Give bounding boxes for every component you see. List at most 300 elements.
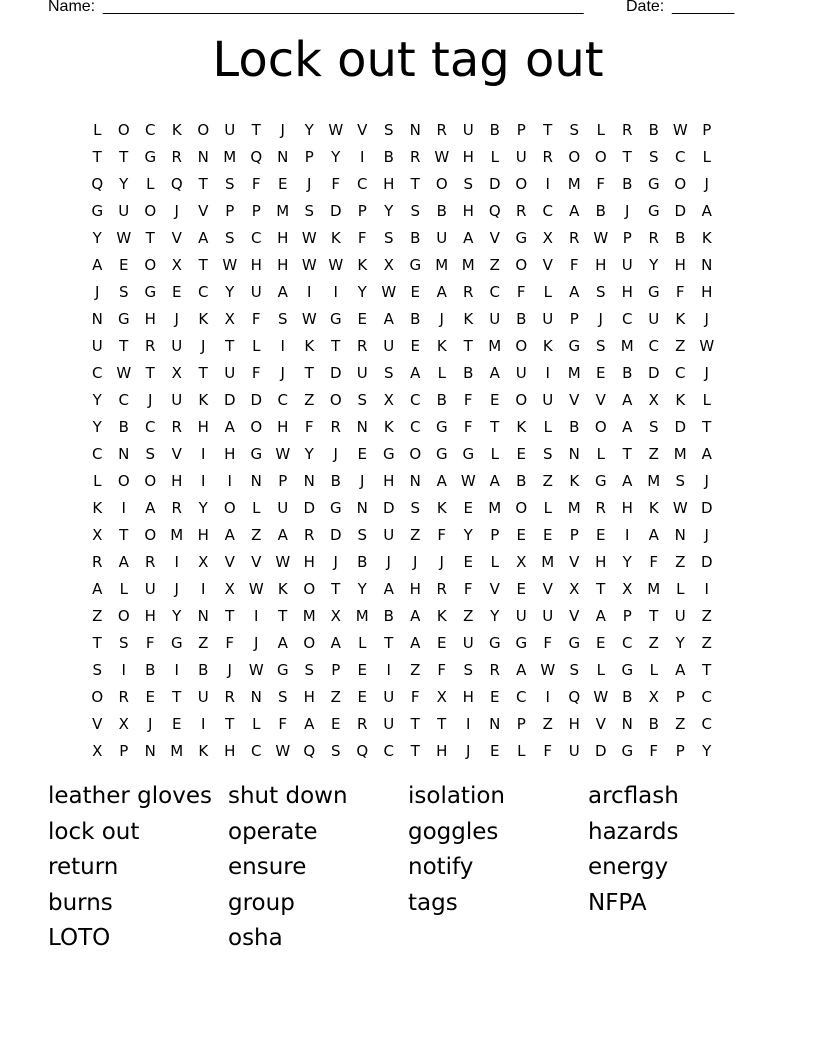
grid-letter: A	[675, 660, 686, 679]
grid-letter: G	[568, 336, 581, 355]
grid-letter: A	[489, 471, 500, 490]
grid-letter: T	[145, 228, 155, 247]
grid-letter: E	[543, 525, 553, 544]
grid-letter: J	[148, 714, 153, 733]
grid-letter: S	[569, 660, 580, 679]
grid-letter: J	[201, 336, 206, 355]
grid-letter: B	[463, 363, 474, 382]
grid-row	[84, 602, 734, 629]
grid-letter: S	[304, 201, 315, 220]
grid-row	[84, 116, 734, 143]
grid-letter: P	[622, 228, 632, 247]
grid-letter: M	[567, 174, 581, 193]
grid-letter: A	[463, 228, 474, 247]
grid-letter: E	[278, 174, 288, 193]
grid-letter: K	[330, 228, 341, 247]
grid-letter: E	[463, 498, 473, 517]
name-field-line[interactable]: ______________________________________________________	[103, 0, 584, 15]
grid-letter: H	[621, 498, 633, 517]
grid-letter: S	[357, 390, 368, 409]
grid-letter: L	[702, 147, 711, 166]
grid-letter: R	[436, 120, 447, 139]
word-list-item: burns	[48, 889, 113, 916]
grid-letter: W	[301, 255, 317, 274]
grid-letter: G	[621, 660, 634, 679]
grid-letter: Y	[92, 417, 102, 436]
grid-letter: W	[116, 363, 132, 382]
grid-row	[84, 710, 734, 737]
grid-letter: A	[516, 660, 527, 679]
name-label: Name:	[48, 0, 96, 15]
word-list-item: tags	[408, 889, 458, 916]
grid-letter: T	[410, 741, 420, 760]
grid-letter: C	[542, 201, 553, 220]
grid-letter: E	[516, 579, 526, 598]
grid-letter: C	[145, 417, 156, 436]
grid-letter: Z	[463, 606, 474, 625]
grid-letter: L	[543, 282, 552, 301]
grid-letter: L	[93, 120, 102, 139]
grid-letter: V	[251, 552, 262, 571]
grid-letter: F	[437, 660, 447, 679]
grid-letter: R	[410, 147, 421, 166]
grid-letter: M	[647, 471, 661, 490]
grid-letter: D	[329, 525, 342, 544]
grid-letter: B	[330, 471, 341, 490]
grid-letter: Y	[172, 606, 182, 625]
grid-letter: M	[620, 336, 634, 355]
grid-letter: W	[699, 336, 715, 355]
grid-letter: V	[542, 255, 553, 274]
grid-letter: O	[515, 336, 528, 355]
grid-letter: E	[596, 633, 606, 652]
grid-letter: K	[648, 498, 659, 517]
grid-letter: S	[675, 471, 686, 490]
grid-letter: X	[648, 687, 659, 706]
grid-letter: Y	[622, 552, 632, 571]
grid-letter: D	[674, 417, 687, 436]
grid-letter: E	[357, 687, 367, 706]
grid-letter: S	[595, 282, 606, 301]
grid-letter: Z	[198, 633, 209, 652]
grid-letter: I	[545, 687, 550, 706]
grid-letter: E	[145, 687, 155, 706]
grid-letter: V	[489, 228, 500, 247]
grid-letter: U	[489, 309, 501, 328]
grid-letter: R	[516, 201, 527, 220]
grid-letter: P	[516, 714, 526, 733]
grid-letter: R	[171, 147, 182, 166]
word-list-item: lock out	[48, 818, 140, 845]
grid-letter: H	[250, 255, 262, 274]
grid-letter: L	[517, 741, 526, 760]
grid-letter: T	[702, 660, 712, 679]
word-list-item: goggles	[408, 818, 499, 845]
grid-letter: H	[197, 525, 209, 544]
grid-letter: T	[622, 147, 632, 166]
grid-letter: A	[224, 525, 235, 544]
grid-letter: Z	[410, 660, 421, 679]
grid-letter: W	[248, 660, 264, 679]
grid-letter: H	[701, 282, 713, 301]
grid-letter: T	[410, 174, 420, 193]
grid-letter: E	[516, 525, 526, 544]
grid-letter: S	[410, 498, 421, 517]
grid-letter: Q	[170, 174, 183, 193]
grid-letter: V	[569, 606, 580, 625]
grid-letter: X	[383, 390, 394, 409]
grid-letter: R	[145, 336, 156, 355]
grid-letter: N	[303, 471, 315, 490]
grid-letter: A	[277, 633, 288, 652]
grid-letter: T	[198, 255, 208, 274]
grid-letter: T	[331, 579, 341, 598]
grid-letter: M	[355, 606, 369, 625]
grid-letter: U	[383, 525, 395, 544]
grid-letter: S	[330, 741, 341, 760]
grid-letter: F	[463, 579, 473, 598]
grid-letter: V	[224, 552, 235, 571]
grid-letter: N	[701, 255, 713, 274]
grid-letter: J	[148, 390, 153, 409]
grid-letter: I	[254, 606, 259, 625]
grid-letter: J	[280, 363, 285, 382]
grid-letter: C	[251, 741, 262, 760]
grid-letter: H	[303, 687, 315, 706]
grid-letter: W	[275, 741, 291, 760]
grid-letter: A	[198, 228, 209, 247]
grid-letter: A	[410, 633, 421, 652]
grid-letter: L	[490, 552, 499, 571]
grid-letter: O	[329, 390, 342, 409]
grid-letter: G	[91, 201, 104, 220]
grid-letter: X	[224, 309, 235, 328]
grid-letter: R	[171, 498, 182, 517]
grid-letter: E	[596, 363, 606, 382]
grid-letter: X	[383, 255, 394, 274]
grid-letter: K	[198, 741, 209, 760]
grid-letter: O	[515, 390, 528, 409]
grid-letter: D	[382, 498, 395, 517]
grid-letter: T	[622, 444, 632, 463]
grid-letter: A	[92, 579, 103, 598]
grid-letter: A	[410, 606, 421, 625]
grid-letter: O	[144, 255, 157, 274]
grid-row	[84, 629, 734, 656]
grid-letter: U	[462, 633, 474, 652]
grid-letter: R	[357, 714, 368, 733]
grid-letter: G	[276, 660, 289, 679]
grid-letter: G	[647, 282, 660, 301]
grid-letter: J	[439, 309, 444, 328]
grid-letter: O	[435, 174, 448, 193]
grid-letter: O	[223, 498, 236, 517]
grid-letter: E	[357, 309, 367, 328]
grid-letter: A	[569, 282, 580, 301]
grid-letter: F	[410, 687, 420, 706]
grid-letter: L	[490, 444, 499, 463]
grid-letter: I	[280, 336, 285, 355]
grid-letter: T	[463, 336, 473, 355]
grid-letter: U	[674, 606, 686, 625]
grid-letter: M	[647, 579, 661, 598]
grid-letter: G	[515, 633, 528, 652]
grid-letter: L	[358, 633, 367, 652]
grid-letter: U	[197, 687, 209, 706]
word-list-item: hazards	[588, 818, 679, 845]
grid-letter: K	[436, 336, 447, 355]
grid-letter: F	[278, 714, 288, 733]
grid-letter: H	[409, 579, 421, 598]
grid-letter: N	[568, 444, 580, 463]
grid-letter: G	[621, 741, 634, 760]
grid-letter: E	[357, 444, 367, 463]
grid-letter: R	[595, 498, 606, 517]
grid-letter: R	[622, 120, 633, 139]
grid-letter: O	[594, 417, 607, 436]
grid-letter: C	[701, 714, 712, 733]
grid-letter: F	[569, 255, 579, 274]
grid-letter: N	[118, 444, 130, 463]
grid-letter: O	[250, 417, 263, 436]
grid-letter: W	[672, 120, 688, 139]
grid-letter: S	[569, 120, 580, 139]
grid-letter: G	[568, 633, 581, 652]
grid-letter: W	[593, 687, 609, 706]
grid-letter: U	[462, 120, 474, 139]
grid-letter: U	[356, 363, 368, 382]
grid-letter: P	[304, 147, 314, 166]
grid-letter: X	[542, 228, 553, 247]
grid-letter: I	[545, 363, 550, 382]
grid-letter: H	[277, 228, 289, 247]
grid-letter: S	[648, 417, 659, 436]
grid-letter: L	[649, 660, 658, 679]
grid-letter: S	[463, 174, 474, 193]
grid-letter: T	[225, 606, 235, 625]
grid-letter: G	[647, 201, 660, 220]
grid-letter: T	[251, 120, 261, 139]
grid-letter: Q	[303, 741, 316, 760]
grid-letter: S	[224, 174, 235, 193]
grid-letter: W	[328, 255, 344, 274]
grid-letter: H	[277, 255, 289, 274]
grid-letter: G	[329, 309, 342, 328]
grid-letter: A	[622, 471, 633, 490]
grid-letter: R	[542, 147, 553, 166]
grid-letter: P	[331, 660, 341, 679]
grid-letter: H	[383, 471, 395, 490]
grid-letter: M	[302, 606, 316, 625]
grid-row	[84, 521, 734, 548]
grid-letter: Y	[384, 201, 394, 220]
grid-letter: G	[462, 444, 475, 463]
date-label: Date:	[626, 0, 665, 15]
grid-letter: S	[542, 444, 553, 463]
grid-letter: N	[197, 606, 209, 625]
word-list-item: NFPA	[588, 889, 647, 916]
grid-letter: J	[704, 309, 709, 328]
grid-letter: S	[277, 309, 288, 328]
grid-letter: W	[116, 228, 132, 247]
grid-letter: V	[198, 201, 209, 220]
grid-letter: L	[543, 498, 552, 517]
grid-letter: F	[304, 417, 314, 436]
grid-letter: E	[463, 552, 473, 571]
grid-letter: S	[277, 687, 288, 706]
grid-letter: Z	[330, 687, 341, 706]
grid-letter: N	[277, 147, 289, 166]
grid-letter: O	[117, 471, 130, 490]
grid-letter: V	[569, 390, 580, 409]
grid-letter: I	[174, 552, 179, 571]
grid-letter: J	[333, 552, 338, 571]
grid-letter: E	[410, 336, 420, 355]
grid-letter: E	[490, 741, 500, 760]
grid-letter: H	[383, 174, 395, 193]
grid-letter: P	[490, 525, 500, 544]
grid-letter: C	[675, 147, 686, 166]
grid-letter: U	[568, 741, 580, 760]
grid-letter: Q	[91, 174, 104, 193]
word-list-item: return	[48, 854, 119, 880]
grid-letter: H	[436, 741, 448, 760]
grid-letter: N	[250, 687, 262, 706]
grid-letter: B	[648, 120, 659, 139]
grid-letter: S	[383, 228, 394, 247]
grid-letter: H	[595, 552, 607, 571]
grid-letter: U	[515, 606, 527, 625]
grid-letter: P	[516, 120, 526, 139]
grid-letter: Z	[251, 525, 262, 544]
grid-row	[84, 224, 734, 251]
grid-letter: S	[463, 660, 474, 679]
grid-letter: Z	[542, 471, 553, 490]
grid-letter: Z	[542, 714, 553, 733]
grid-letter: L	[702, 390, 711, 409]
grid-letter: P	[278, 471, 288, 490]
grid-letter: Y	[92, 390, 102, 409]
grid-letter: J	[333, 444, 338, 463]
grid-letter: O	[144, 471, 157, 490]
grid-letter: K	[171, 120, 182, 139]
grid-letter: Y	[675, 633, 685, 652]
grid-letter: T	[384, 633, 394, 652]
grid-letter: A	[277, 525, 288, 544]
grid-letter: X	[92, 525, 103, 544]
grid-letter: B	[118, 417, 129, 436]
grid-letter: X	[118, 714, 129, 733]
grid-letter: L	[543, 417, 552, 436]
grid-letter: W	[248, 579, 264, 598]
grid-letter: C	[410, 390, 421, 409]
grid-letter: B	[622, 174, 633, 193]
word-list-item: ensure	[228, 854, 307, 880]
grid-letter: Z	[648, 444, 659, 463]
grid-letter: G	[170, 633, 183, 652]
grid-letter: P	[251, 201, 261, 220]
grid-letter: U	[118, 201, 130, 220]
grid-letter: U	[515, 363, 527, 382]
word-list-item: arcflash	[588, 783, 679, 809]
grid-letter: Y	[490, 606, 500, 625]
grid-letter: Y	[119, 174, 129, 193]
grid-row	[84, 251, 734, 278]
grid-letter: A	[595, 606, 606, 625]
grid-letter: P	[702, 120, 712, 139]
grid-letter: V	[489, 579, 500, 598]
grid-letter: H	[197, 417, 209, 436]
word-list-item: operate	[228, 818, 318, 845]
grid-letter: P	[675, 741, 685, 760]
grid-letter: F	[357, 228, 367, 247]
grid-row	[84, 683, 734, 710]
grid-letter: J	[466, 741, 471, 760]
grid-letter: J	[439, 552, 444, 571]
grid-letter: U	[542, 309, 554, 328]
grid-letter: T	[172, 687, 182, 706]
grid-letter: W	[381, 282, 397, 301]
date-field-line[interactable]: _______	[672, 0, 735, 15]
grid-letter: T	[490, 417, 500, 436]
grid-letter: I	[201, 579, 206, 598]
grid-row	[84, 278, 734, 305]
grid-letter: A	[118, 552, 129, 571]
grid-row	[84, 386, 734, 413]
grid-letter: B	[357, 552, 368, 571]
grid-letter: A	[648, 525, 659, 544]
grid-letter: M	[170, 525, 184, 544]
grid-letter: P	[675, 687, 685, 706]
grid-letter: A	[701, 444, 712, 463]
grid-letter: H	[277, 417, 289, 436]
grid-letter: O	[197, 120, 210, 139]
grid-letter: O	[303, 633, 316, 652]
grid-letter: J	[254, 633, 259, 652]
grid-row	[84, 305, 734, 332]
grid-letter: D	[303, 498, 316, 517]
grid-letter: P	[357, 201, 367, 220]
grid-letter: J	[174, 201, 179, 220]
grid-letter: E	[331, 714, 341, 733]
grid-letter: T	[225, 714, 235, 733]
grid-letter: U	[648, 309, 660, 328]
grid-letter: S	[304, 660, 315, 679]
grid-letter: I	[201, 444, 206, 463]
grid-letter: A	[489, 363, 500, 382]
grid-letter: H	[144, 606, 156, 625]
grid-letter: V	[357, 120, 368, 139]
grid-letter: X	[224, 579, 235, 598]
word-list-item: osha	[228, 925, 283, 951]
grid-letter: E	[357, 660, 367, 679]
grid-letter: S	[357, 525, 368, 544]
grid-letter: H	[224, 741, 236, 760]
grid-letter: N	[674, 525, 686, 544]
grid-letter: A	[622, 390, 633, 409]
grid-letter: T	[437, 714, 447, 733]
grid-letter: S	[118, 282, 129, 301]
grid-letter: T	[596, 579, 606, 598]
grid-letter: E	[516, 444, 526, 463]
grid-letter: L	[119, 579, 128, 598]
grid-letter: C	[516, 687, 527, 706]
grid-letter: R	[171, 417, 182, 436]
grid-letter: V	[595, 714, 606, 733]
grid-letter: P	[569, 309, 579, 328]
grid-letter: K	[357, 255, 368, 274]
grid-letter: G	[144, 282, 157, 301]
